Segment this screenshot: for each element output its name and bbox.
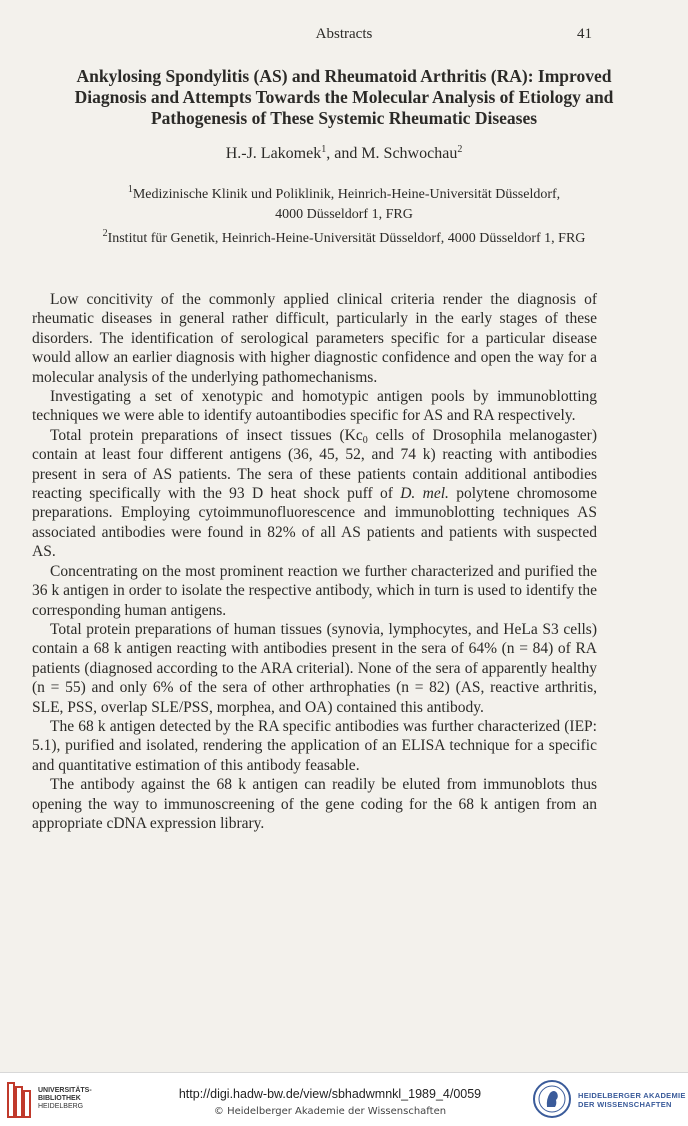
paragraph-text: Total protein preparations of insect tissues (Kc bbox=[50, 426, 363, 444]
academy-line: DER WISSENSCHAFTEN bbox=[578, 1100, 672, 1109]
paragraph bbox=[32, 426, 597, 562]
academy-name bbox=[578, 1091, 686, 1109]
paragraph: The 68 k antigen detected by the RA specific antibodies was further characterized (IEP: 5.1), purified and isolated, rendering the application of an ELISA technique for a specific and quantitative estimation of this antibody feasable. bbox=[32, 717, 597, 774]
paragraph-text: cells of Drosophila melanogaster) contain at least four different antigens (36, 45, 52, and 74 k) reacting with antibodies present in sera of AS patients. The sera of these patients contain additional antibodies reacting specifically with the 93 D heat shock puff of bbox=[32, 426, 597, 503]
affiliation-text: Institut für Genetik, Heinrich-Heine-Universität Düsseldorf, 4000 Düsseldorf 1, FRG bbox=[107, 231, 586, 246]
academy-line: HEIDELBERGER AKADEMIE bbox=[578, 1091, 686, 1100]
affiliation-text: Medizinische Klinik und Poliklinik, Heinrich-Heine-Universität Düsseldorf, bbox=[132, 187, 561, 202]
paragraph: Low concitivity of the commonly applied clinical criteria render the diagnosis of rheumatic diseases in general rather difficult, particularly in the early stages of these disorders. The identification of serological parameters specific for a particular disease would allow an earlier diagnosis with higher diagnostic confidence and open the way for a molecular analysis of the underlying pathomechanisms. bbox=[32, 291, 597, 386]
author-affiliation-mark: 2 bbox=[457, 144, 463, 155]
affiliation-mark: 1 bbox=[127, 184, 133, 195]
paragraph-text: polytene chromosome preparations. Employing cytoimmunofluorescence and immunoblotting techniques AS associated antibodies were found in 82% of all AS patients and patients with suspected AS. bbox=[32, 485, 597, 561]
academy-seal-icon bbox=[532, 1079, 572, 1119]
paragraph: Total protein preparations of human tissues (synovia, lymphocytes, and HeLa S3 cells) contain a 68 k antigen reacting with antibodies present in the sera of 64% (n = 84) of RA patients (diagnosed according to the ARA criterial). None of the sera of apparently healthy (n = 55) and only 6% of the sera of other arthrophaties (n = 82) (AS, reactive arthritis, SLE, PSS, overlap SLE/PSS, morphea, and OA) contained this antibody. bbox=[32, 620, 597, 716]
university-library-name bbox=[38, 1087, 92, 1111]
affiliation-1 bbox=[0, 185, 688, 225]
university-library-logo-icon bbox=[6, 1081, 32, 1119]
ub-line: UNIVERSITÄTS- bbox=[38, 1087, 92, 1094]
author-name: H.-J. Lakomek bbox=[225, 145, 322, 162]
running-head-title: Abstracts bbox=[315, 26, 373, 42]
author-name: M. Schwochau bbox=[361, 145, 458, 162]
copyright-notice: © Heidelberger Akademie der Wissenschaften bbox=[213, 1106, 447, 1117]
affiliation-2 bbox=[0, 229, 688, 249]
subscript: 0 bbox=[362, 434, 368, 446]
ub-line: HEIDELBERG bbox=[38, 1103, 84, 1110]
ub-line: BIBLIOTHEK bbox=[38, 1095, 81, 1102]
paragraph: Investigating a set of xenotypic and homotypic antigen pools by immunoblotting techniques we were able to identify autoantibodies specific for AS and RA respectively. bbox=[32, 388, 597, 425]
paragraph: Concentrating on the most prominent reaction we further characterized and purified the 36 k antigen in order to isolate the respective antibody, which in turn is used to identify the corresponding human antigens. bbox=[32, 562, 597, 619]
affiliation-mark: 2 bbox=[102, 228, 108, 239]
abstract-body bbox=[32, 290, 597, 833]
article-title: Ankylosing Spondylitis (AS) and Rheumatoid Arthritis (RA): Improved Diagnosis and Attempts Towards the Molecular Analysis of Etiology and Pathogenesis of These Systemic Rheumatic Diseases bbox=[74, 66, 614, 128]
species-abbreviation: D. mel. bbox=[400, 485, 449, 503]
page-number: 41 bbox=[577, 26, 592, 42]
affiliation-text: 4000 Düsseldorf 1, FRG bbox=[275, 207, 413, 222]
author-conjunction: , and bbox=[326, 145, 358, 162]
paragraph: The antibody against the 68 k antigen can readily be eluted from immunoblots thus opening the way to immunoscreening of the gene coding for the 68 k antigen from an appropriate cDNA expression library. bbox=[32, 776, 597, 832]
running-head bbox=[0, 26, 688, 46]
author-line bbox=[0, 145, 688, 163]
author-affiliation-mark: 1 bbox=[321, 144, 327, 155]
permalink[interactable]: http://digi.hadw-bw.de/view/sbhadwmnkl_1989_4/0059 bbox=[178, 1087, 482, 1101]
digitization-footer bbox=[0, 1072, 688, 1126]
